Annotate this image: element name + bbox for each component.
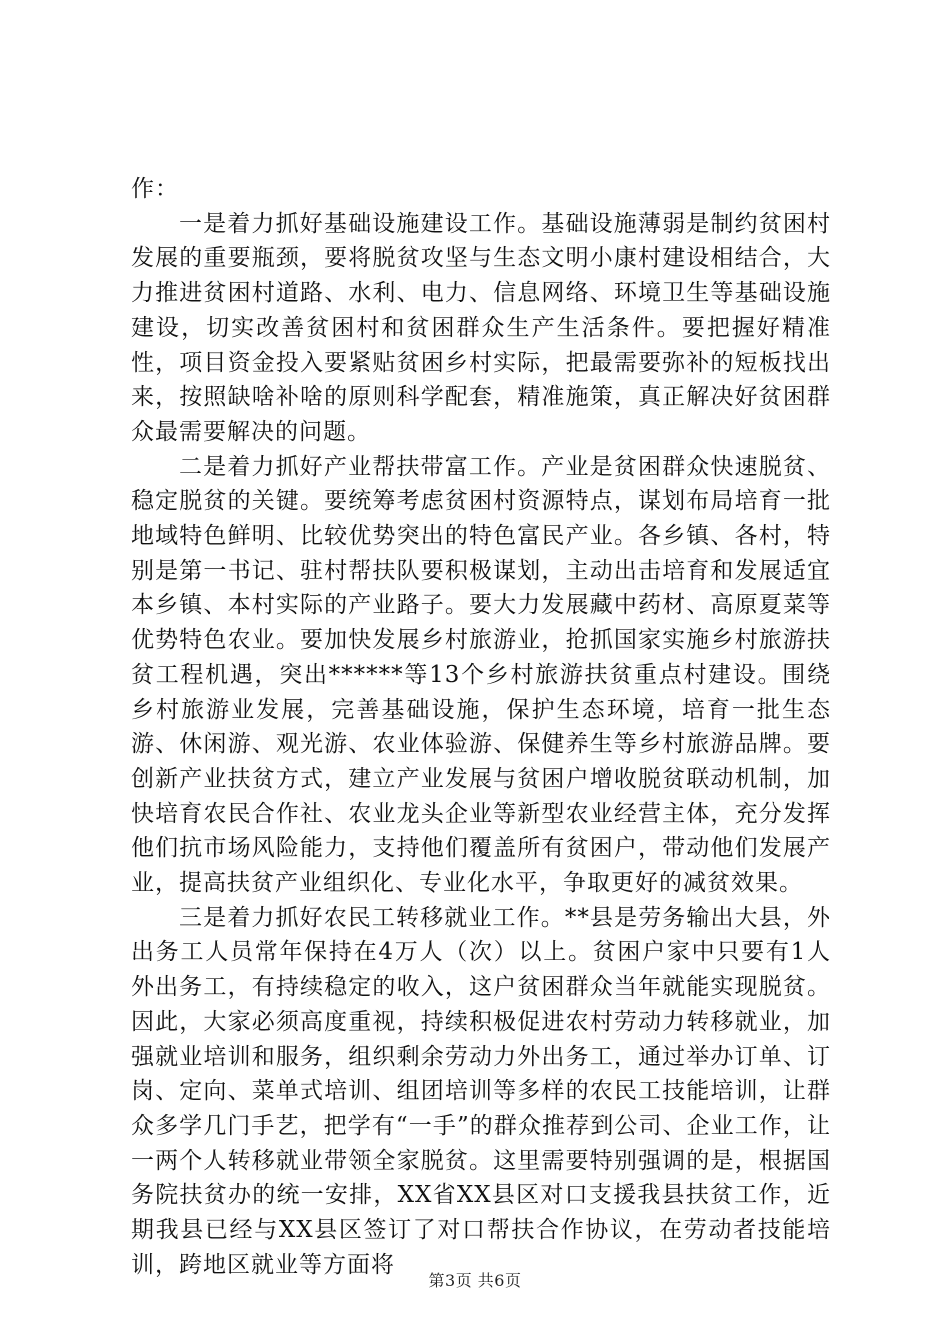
paragraph-infrastructure: 一是着力抓好基础设施建设工作。基础设施薄弱是制约贫困村发展的重要瓶颈，要将脱贫攻坚与生态文明小康村建设相结合，大力推进贫困村道路、水利、电力、信息网络、环境卫生等基础设施建设，切实改善贫困村和贫困群众生产生活条件。要把握好精准性，项目资金投入要紧贴贫困乡村实际，把最需要弥补的短板找出来，按照缺啥补啥的原则科学配套，精准施策，真正解决好贫困群众最需要解决的问题。	[131, 210, 831, 445]
document-body	[131, 172, 831, 1283]
page-number: 第3页 共6页	[428, 1271, 522, 1290]
page-footer	[0, 1268, 950, 1291]
paragraph-employment: 三是着力抓好农民工转移就业工作。**县是劳务输出大县，外出务工人员常年保持在4万人（次）以上。贫困户家中只要有1人外出务工，有持续稳定的收入，这户贫困群众当年就能实现脱贫。因此，大家必须高度重视，持续积极促进农村劳动力转移就业，加强就业培训和服务，组织剩余劳动力外出务工，通过举办订单、订岗、定向、菜单式培训、组团培训等多样的农民工技能培训，让群众多学几门手艺，把学有“一手”的群众推荐到公司、企业工作，让一两个人转移就业带领全家脱贫。这里需要特别强调的是，根据国务院扶贫办的统一安排，XX省XX县区对口支援我县扶贫工作，近期我县已经与XX县区签订了对口帮扶合作协议，在劳动者技能培训，跨地区就业等方面将	[131, 904, 831, 1278]
paragraph-industry: 二是着力抓好产业帮扶带富工作。产业是贫困群众快速脱贫、稳定脱贫的关键。要统筹考虑贫困村资源特点，谋划布局培育一批地域特色鲜明、比较优势突出的特色富民产业。各乡镇、各村，特别是第一书记、驻村帮扶队要积极谋划，主动出击培育和发展适宜本乡镇、本村实际的产业路子。要大力发展藏中药材、高原夏菜等优势特色农业。要加快发展乡村旅游业，抢抓国家实施乡村旅游扶贫工程机遇，突出******等13个乡村旅游扶贫重点村建设。围绕乡村旅游业发展，完善基础设施，保护生态环境，培育一批生态游、休闲游、观光游、农业体验游、保健养生等乡村旅游品牌。要创新产业扶贫方式，建立产业发展与贫困户增收脱贫联动机制，加快培育农民合作社、农业龙头企业等新型农业经营主体，充分发挥他们抗市场风险能力，支持他们覆盖所有贫困户，带动他们发展产业，提高扶贫产业组织化、专业化水平，争取更好的减贫效果。	[131, 453, 831, 897]
paragraph-continuation: 作：	[131, 176, 179, 202]
